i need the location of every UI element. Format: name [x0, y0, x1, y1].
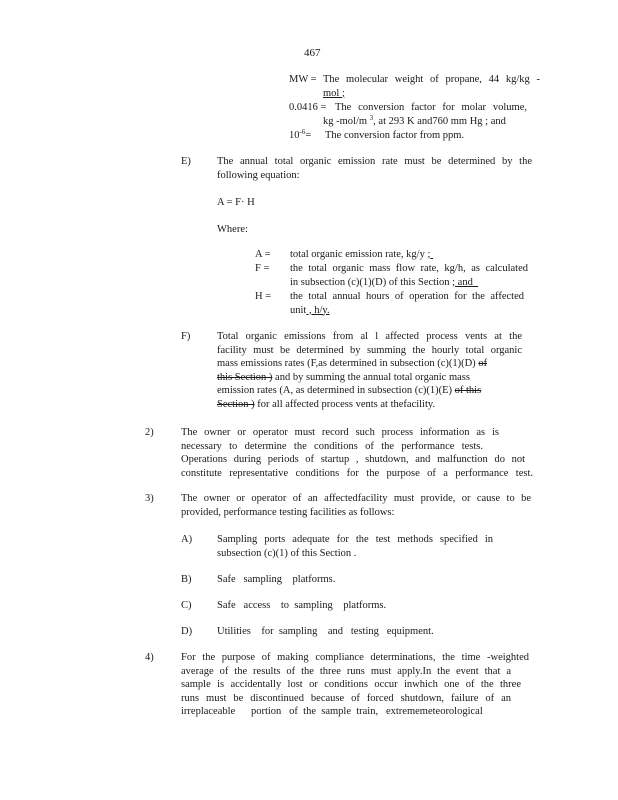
list-item-label: B) [181, 574, 192, 585]
paragraph-text: The owner or operator must record such process information as is necessary to determine the conditions of the performance tests. Operations during periods of startup , shutdown, and malfunction do not constitute representative conditions for the purpose of a performance test. [181, 427, 533, 479]
def-text-h: the total annual hours of operation for the affected unit , h/y. [290, 291, 524, 316]
page-number: 467 [304, 47, 321, 59]
list-item: Sampling ports adequate for the test methods specified in subsection (c)(1) of this Section . [217, 534, 493, 559]
def-symbol-a: A = [255, 249, 271, 260]
list-item-label: C) [181, 600, 192, 611]
def-text-mw: The molecular weight of propane, 44 kg/kg - mol ; [323, 74, 540, 99]
list-item-label: D) [181, 626, 193, 637]
paragraph-text: Total organic emissions from al l affected process vents at the facility must be determined by summing the hourly total organic mass emissions rates (F,as determined in subsection (c)(1)(D) of this Section ) and by summing the annual total organic mass emission rates (A, as determined in subsection (c)(1)(E) of this Section ) for all affected process vents at thefacility. [217, 331, 522, 410]
def-symbol-conversion: 0.0416 = [289, 102, 327, 113]
list-item: Safe sampling platforms. [217, 574, 336, 585]
def-text-ppm: The conversion factor from ppm. [325, 130, 465, 141]
paragraph-text: The annual total organic emission rate must be determined by the following equation: [217, 156, 532, 181]
list-item-label: A) [181, 534, 193, 545]
def-symbol-mw: MW = [289, 74, 317, 85]
paragraph-label: 2) [145, 427, 154, 438]
paragraph-text: The owner or operator of an affectedfacility must provide, or cause to be provided, performance testing facilities as follows: [181, 493, 531, 518]
where-label: Where: [217, 224, 248, 235]
def-text-conversion: The conversion factor for molar volume, [335, 102, 527, 113]
def-symbol-f: F = [255, 263, 270, 274]
paragraph-label: 4) [145, 652, 154, 663]
equation: A = F· H [217, 197, 255, 208]
paragraph-label: E) [181, 156, 191, 167]
list-item: Safe access to sampling platforms. [217, 600, 387, 611]
paragraph-label: F) [181, 331, 191, 342]
paragraph-text: For the purpose of making compliance determinations, the time -weighted average of the results of the three runs must apply.In the event that a sample is accidentally lost or conditions occur inwhich one of the three runs must be discontinued because of forced shutdown, failure of an irreplaceable portion of the sample train, extrememeteorological [181, 652, 529, 717]
def-text-a: total organic emission rate, kg/y ; [290, 249, 431, 260]
def-text-conversion-line2: kg -mol/m $^3$, at 293 K and760 mm Hg ; and [323, 114, 506, 127]
def-symbol-ppm: $10^{-6}=$ [289, 128, 312, 141]
paragraph-label: 3) [145, 493, 154, 504]
def-text-f: the total organic mass flow rate, kg/h, as calculated in subsection (c)(1)(D) of this Section ; and [290, 263, 528, 288]
def-symbol-h: H = [255, 291, 272, 302]
list-item: Utilities for sampling and testing equipment. [217, 626, 434, 637]
